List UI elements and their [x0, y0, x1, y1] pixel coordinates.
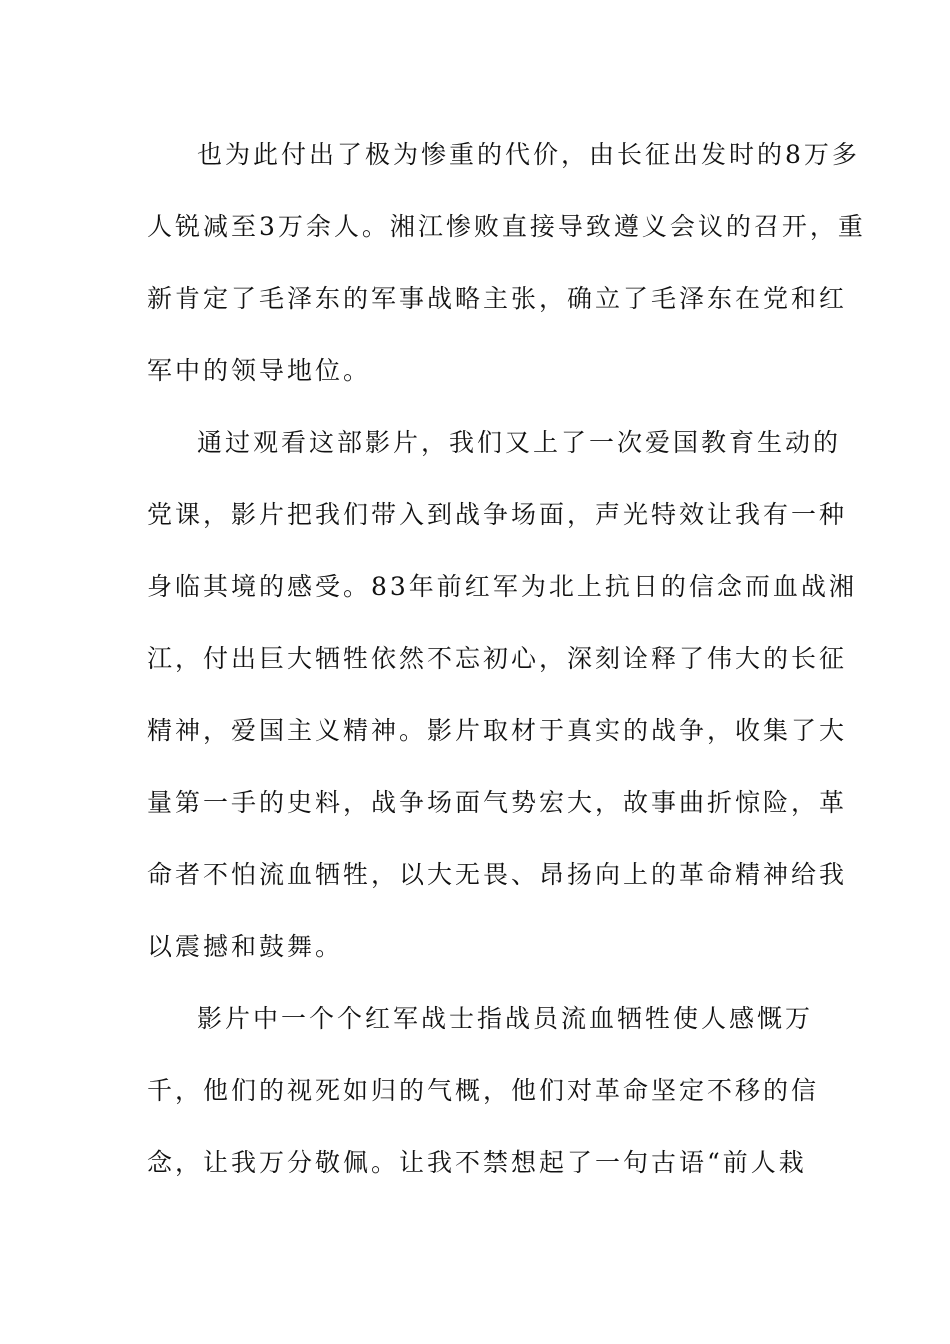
text-line: 命者不怕流血牺牲，以大无畏、昂扬向上的革命精神给我	[147, 860, 848, 889]
text-line: 也为此付出了极为惨重的代价，由长征出发时的8万多	[197, 140, 860, 169]
text-line: 通过观看这部影片，我们又上了一次爱国教育生动的	[197, 428, 842, 457]
text-line: 军中的领导地位。	[147, 356, 372, 385]
text-line: 身临其境的感受。83年前红军为北上抗日的信念而血战湘	[147, 572, 857, 601]
text-line: 以震撼和鼓舞。	[147, 932, 344, 961]
text-line: 江，付出巨大牺牲依然不忘初心，深刻诠释了伟大的长征	[147, 644, 848, 673]
text-line: 影片中一个个红军战士指战员流血牺牲使人感慨万	[197, 1004, 814, 1033]
text-line: 量第一手的史料，战争场面气势宏大，故事曲折惊险，革	[147, 788, 848, 817]
text-line: 念，让我万分敬佩。让我不禁想起了一句古语“前人栽	[147, 1148, 807, 1177]
text-line: 千，他们的视死如归的气概，他们对革命坚定不移的信	[147, 1076, 820, 1105]
text-line: 人锐减至3万余人。湘江惨败直接导致遵义会议的召开，重	[147, 212, 866, 241]
text-line: 精神，爱国主义精神。影片取材于真实的战争，收集了大	[147, 716, 848, 745]
text-line: 新肯定了毛泽东的军事战略主张，确立了毛泽东在党和红	[147, 284, 848, 313]
text-line: 党课，影片把我们带入到战争场面，声光特效让我有一种	[147, 500, 848, 529]
